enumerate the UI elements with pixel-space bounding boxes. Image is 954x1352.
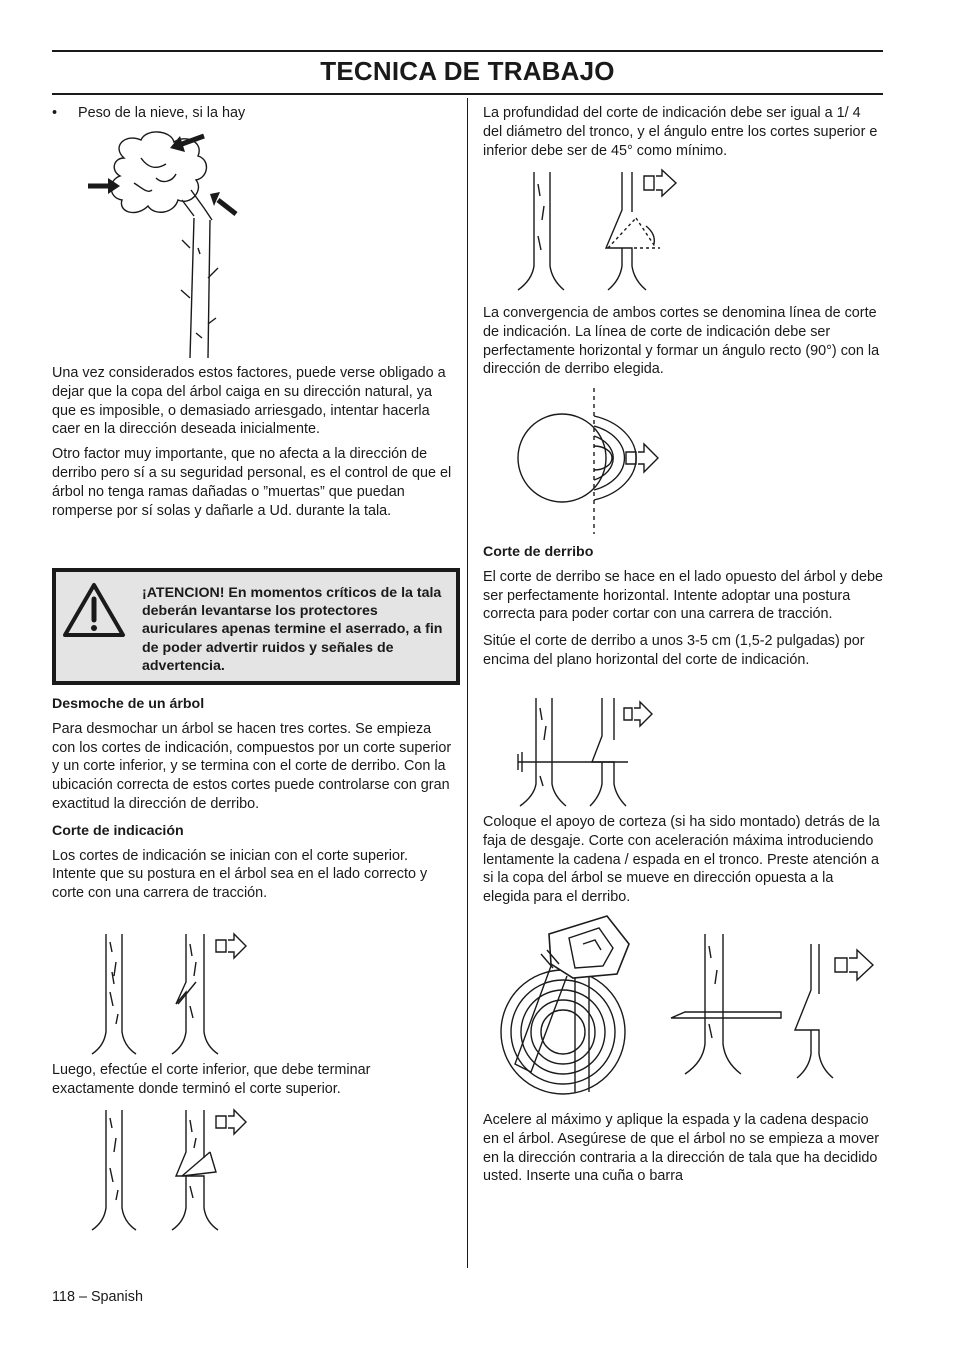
chainsaw-felling-illustration bbox=[495, 914, 885, 1094]
page-footer: 118 – Spanish bbox=[52, 1289, 143, 1305]
right-para-3: El corte de derribo se hace en el lado opuesto del árbol y debe ser perfectamente horizontal. Intente adoptar una postura correcta para poder cortar con una carrera de tracción. bbox=[483, 568, 884, 623]
right-column-para2 bbox=[483, 304, 883, 385]
bullet-text: Peso de la nieve, si la hay bbox=[78, 105, 246, 121]
right-para-6: Acelere al máximo y aplique la espada y la cadena despacio en el árbol. Asegúrese de que el árbol no se empieza a mover en la dirección contraria a la dirección de tala que ha decidido usted. Inserte una cuña o barra bbox=[483, 1112, 879, 1185]
title-underline bbox=[52, 93, 883, 95]
right-para-5: Coloque el apoyo de corteza (si ha sido montado) detrás de la faja de desgaje. Corte con aceleración máxima introduciendo lentamente la cadena / espada en el tronco. Preste atención a si la copa del árbol se mueve en dirección opuesta a la elegida para el derribo. bbox=[483, 814, 880, 906]
left-para-2: Otro factor muy importante, que no afecta a la dirección de derribo pero sí a su seguridad personal, es el control de que el árbol no tenga ramas dañadas o ”muertas” que puedan romperse por sí solas y dañarle a Ud. durante la tala. bbox=[52, 446, 452, 519]
left-column-lower bbox=[52, 695, 452, 909]
left-para-1: Una vez considerados estos factores, puede verse obligado a dejar que la copa del árbol caiga en su dirección natural, ya que es imposible, o demasiado arriesgado, intentar hacerla caer en la dirección deseada inicialmente. bbox=[52, 365, 446, 438]
warning-box bbox=[52, 568, 460, 685]
stump-top-view-illustration bbox=[510, 386, 690, 536]
right-column-middle bbox=[483, 543, 883, 676]
lower-cut-illustration bbox=[86, 1108, 256, 1232]
right-column-bottom bbox=[483, 1111, 883, 1192]
bullet-symbol: • bbox=[52, 105, 58, 121]
left-column-para5 bbox=[52, 1061, 452, 1105]
warning-triangle-icon bbox=[62, 582, 126, 638]
warning-text: ¡ATENCION! En momentos críticos de la tala deberán levantarse los protectores auriculares apenas termine el aserrado, a fin de poder advertir ruidos y señales de advertencia. bbox=[142, 585, 443, 674]
tree-forces-illustration bbox=[86, 128, 256, 360]
right-para-1: La profundidad del corte de indicación debe ser igual a 1/ 4 del diámetro del tronco, y el ángulo entre los cortes superior e inferior debe ser de 45° como mínimo. bbox=[483, 105, 878, 159]
top-rule bbox=[52, 50, 883, 52]
heading-desmoche: Desmoche de un árbol bbox=[52, 696, 205, 712]
bullet-item bbox=[52, 104, 452, 123]
right-para-4: Sitúe el corte de derribo a unos 3-5 cm (1,5-2 pulgadas) por encima del plano horizontal del corte de indicación. bbox=[483, 633, 865, 668]
left-para-3: Para desmochar un árbol se hacen tres cortes. Se empieza con los cortes de indicación, compuestos por un corte superior y un corte inferior, y se termina con el corte de derribo. Con la ubicación correcta de estos cortes puede controlarse con gran exactitud la dirección de derribo. bbox=[52, 720, 452, 812]
left-para-4: Los cortes de indicación se inician con el corte superior. Intente que su postura en el árbol sea en el lado correcto y corte con una carrera de tracción. bbox=[52, 847, 428, 902]
left-para-5: Luego, efectúe el corte inferior, que debe terminar exactamente donde terminó el corte superior. bbox=[52, 1062, 371, 1097]
left-column-body bbox=[52, 364, 452, 526]
heading-corte-indicacion: Corte de indicación bbox=[52, 822, 184, 839]
column-divider bbox=[467, 98, 468, 1268]
right-column-top bbox=[483, 104, 883, 166]
heading-corte-derribo: Corte de derribo bbox=[483, 544, 594, 560]
cut-angle-illustration bbox=[510, 170, 690, 294]
upper-cut-illustration bbox=[86, 932, 256, 1056]
felling-cut-illustration bbox=[508, 696, 688, 808]
right-column-para5 bbox=[483, 813, 883, 913]
page-title: TECNICA DE TRABAJO bbox=[320, 56, 615, 86]
right-para-2: La convergencia de ambos cortes se denomina línea de corte de indicación. La línea de corte de indicación debe ser perfectamente horizontal y formar un ángulo recto (90°) con la dirección de derribo elegida. bbox=[483, 305, 880, 378]
